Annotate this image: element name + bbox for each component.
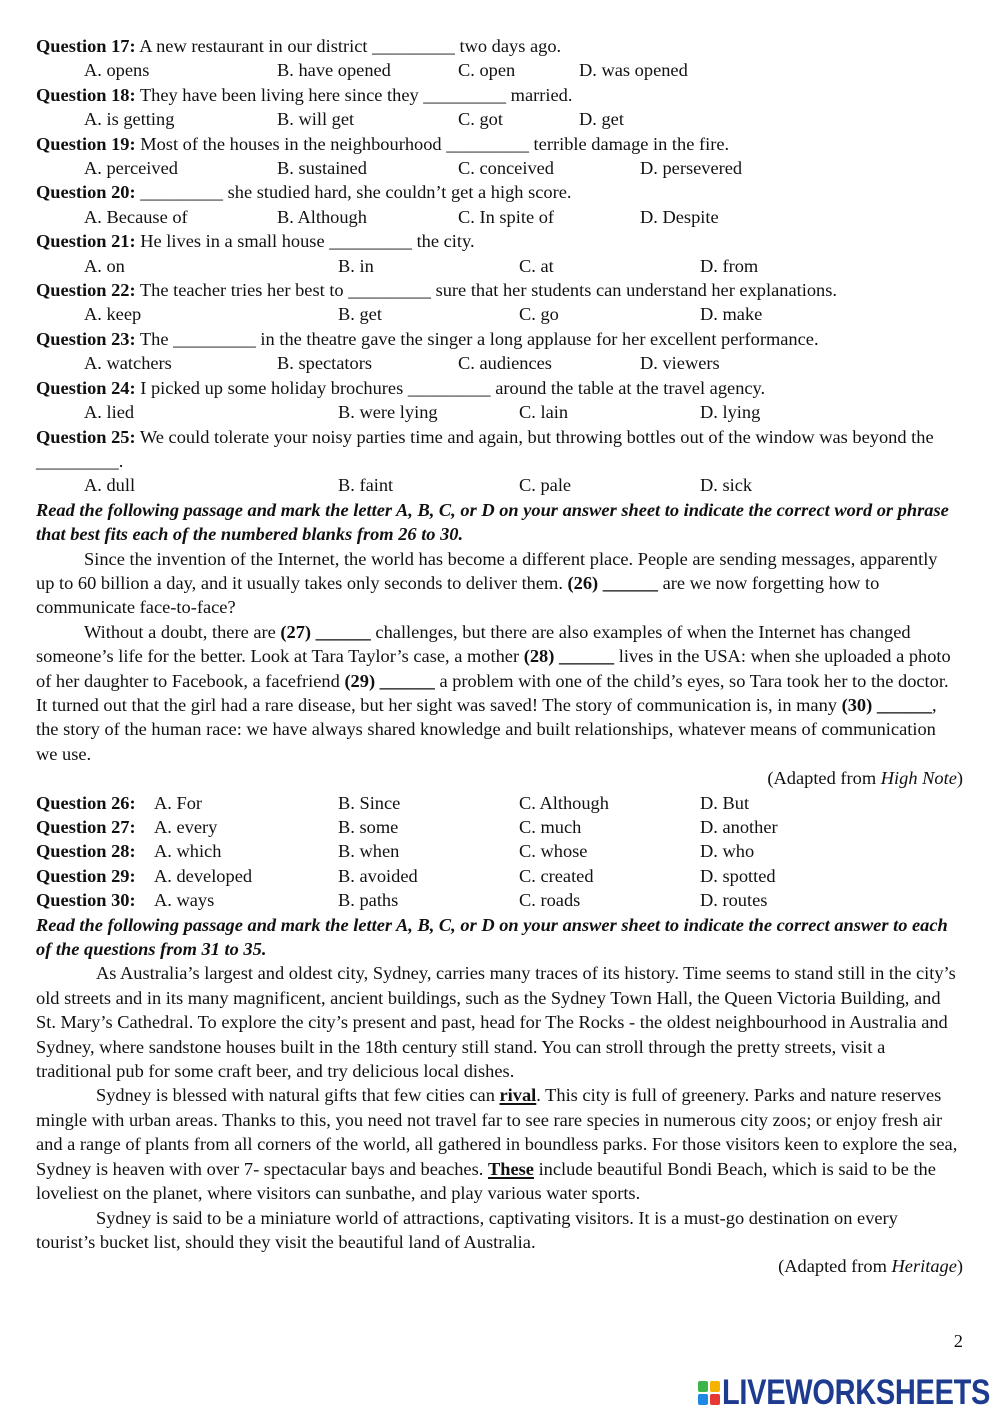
cloze-passage-line: [0, 644, 1000, 668]
reading-passage-text: Sydney is blessed with natural gifts that few cities can: [96, 1085, 495, 1106]
question-22-option-a: A. keep: [84, 304, 142, 325]
cloze-passage-text: lives in the USA: when she uploaded a photo: [618, 646, 951, 667]
cloze-instruction-line: that best fits each of the numbered blanks from 26 to 30.: [36, 524, 464, 545]
cloze-passage-text: Without a doubt, there are: [84, 621, 276, 642]
question-18-options: [0, 107, 1000, 131]
question-20-option-a: A. Because of: [84, 206, 188, 227]
question-26-option-a: A. For: [154, 792, 203, 813]
question-24-option-d: D. lying: [700, 402, 761, 423]
question-23: [0, 327, 1000, 351]
question-30-option-a: A. ways: [154, 890, 215, 911]
cloze-passage-text: are we now forgetting how to: [662, 572, 880, 593]
question-28-option-b: B. when: [338, 841, 400, 862]
question-21-label: Question 21:: [36, 231, 136, 252]
question-25-option-d: D. sick: [700, 475, 753, 496]
question-24: [0, 376, 1000, 400]
question-18-label: Question 18:: [36, 84, 136, 105]
highlighted-word-these: These: [487, 1158, 534, 1179]
question-19-label: Question 19:: [36, 133, 136, 154]
liveworksheets-logo-text: LIVEWORKSHEETS: [722, 1374, 991, 1413]
question-23-option-a: A. watchers: [84, 353, 172, 374]
question-29-option-c: C. created: [519, 865, 594, 886]
question-17-option-b: B. have opened: [277, 60, 391, 81]
question-17-stem: A new restaurant in our district _________ two days ago.: [139, 36, 562, 56]
question-28: [0, 839, 1000, 863]
question-17-label: Question 17:: [36, 36, 136, 56]
question-23-option-b: B. spectators: [277, 353, 372, 374]
question-27-option-c: C. much: [519, 817, 582, 837]
question-26-option-c: C. Although: [519, 792, 609, 813]
reading-source: [0, 1254, 1000, 1278]
source-suffix: ): [956, 1256, 963, 1277]
question-18-option-b: B. will get: [277, 109, 355, 130]
logo-tile-blue: [698, 1394, 708, 1405]
question-27: [0, 815, 1000, 839]
cloze-passage-text: of her daughter to Facebook, a facefriend: [36, 670, 340, 691]
blank-30: (30) ______: [841, 694, 933, 715]
question-20-option-d: D. Despite: [640, 206, 719, 227]
question-22-option-d: D. make: [700, 304, 763, 325]
cloze-passage-text: someone’s life for the better. Look at Tara Taylor’s case, a mother: [36, 646, 520, 667]
blank-28: (28) ______: [523, 646, 615, 667]
question-18: [0, 83, 1000, 107]
question-25-option-a: A. dull: [84, 475, 136, 496]
cloze-passage-line: [0, 693, 1000, 717]
worksheet-content: [0, 34, 1000, 1279]
cloze-passage-text: up to 60 billion a day, and it usually takes only seconds to deliver them.: [36, 572, 563, 593]
question-22-options: [0, 302, 1000, 326]
cloze-passage-line: [0, 571, 1000, 595]
question-25-options: [0, 473, 1000, 497]
question-23-option-d: D. viewers: [640, 353, 720, 374]
question-21-option-b: B. in: [338, 255, 374, 276]
question-19: [0, 132, 1000, 156]
question-24-label: Question 24:: [36, 377, 136, 398]
question-24-option-c: C. lain: [519, 402, 569, 423]
question-20-stem: _________ she studied hard, she couldn’t get a high score.: [140, 182, 572, 203]
question-19-option-d: D. persevered: [640, 158, 743, 179]
logo-tile-yellow: [710, 1381, 720, 1392]
question-23-stem: The _________ in the theatre gave the singer a long applause for her excellent performance.: [139, 328, 819, 349]
question-25-stem: We could tolerate your noisy parties time and again, but throwing bottles out of the window was beyond the: [139, 426, 934, 447]
reading-passage-text: include beautiful Bondi Beach, which is said to be the: [538, 1158, 936, 1179]
question-23-label: Question 23:: [36, 328, 136, 349]
question-24-stem: I picked up some holiday brochures _________ around the table at the travel agency.: [140, 377, 766, 398]
reading-passage-line: St. Mary’s Cathedral. To explore the city’s present and past, head for The Rocks - the oldest neighbourhood in Australia and: [36, 1012, 948, 1033]
question-17-option-a: A. opens: [84, 60, 150, 81]
source-prefix: (Adapted from: [767, 768, 877, 789]
cloze-passage-line: [0, 669, 1000, 693]
question-20-option-b: B. Although: [277, 206, 367, 227]
question-30-label: Question 30:: [36, 890, 136, 911]
question-29: [0, 864, 1000, 888]
question-21: [0, 229, 1000, 253]
reading-passage-line: old streets and in its many magnificent, ancient buildings, such as the Sydney Town Hall, the Queen Victoria Building, and: [36, 987, 941, 1008]
reading-instruction-line: of the questions from 31 to 35.: [36, 939, 267, 960]
question-22-option-b: B. get: [338, 304, 382, 325]
reading-passage-line: Sydney is said to be a miniature world of attractions, captivating visitors. It is a must-go destination on every: [96, 1207, 898, 1228]
question-19-options: [0, 156, 1000, 180]
liveworksheets-logo-icon: [698, 1381, 720, 1405]
logo-tile-green: [698, 1381, 708, 1392]
blank-27: (27) ______: [280, 621, 371, 642]
blank-26: (26) ______: [567, 572, 658, 593]
logo-tile-red: [710, 1394, 720, 1405]
question-17-option-c: C. open: [458, 60, 516, 81]
question-21-option-c: C. at: [519, 255, 554, 276]
question-20: [0, 180, 1000, 204]
question-18-option-d: D. get: [579, 109, 624, 130]
question-17-option-d: D. was opened: [579, 60, 688, 81]
question-29-label: Question 29:: [36, 865, 136, 886]
source-suffix: ): [956, 768, 963, 789]
question-20-option-c: C. In spite of: [458, 206, 555, 227]
question-26-label: Question 26:: [36, 792, 136, 813]
question-19-option-b: B. sustained: [277, 158, 367, 179]
cloze-passage-text: ,: [932, 694, 937, 715]
question-18-option-a: A. is getting: [84, 109, 175, 130]
question-22-stem: The teacher tries her best to _________ sure that her students can understand her explanations.: [139, 280, 837, 301]
question-20-label: Question 20:: [36, 182, 136, 203]
question-26-option-d: D. But: [700, 792, 750, 813]
reading-passage-line: [0, 1083, 1000, 1107]
source-title: Heritage: [891, 1256, 957, 1277]
cloze-source: [0, 766, 1000, 790]
question-28-option-c: C. whose: [519, 841, 588, 862]
cloze-passage-text: a problem with one of the child’s eyes, so Tara took her to the doctor.: [439, 670, 949, 691]
question-27-option-b: B. some: [338, 817, 399, 837]
question-17: [0, 34, 1000, 58]
question-21-stem: He lives in a small house _________ the city.: [140, 231, 475, 252]
question-29-option-b: B. avoided: [338, 865, 418, 886]
cloze-passage-line: the story of the human race: we have always shared knowledge and built relationships, whatever means of communication: [36, 719, 936, 740]
question-30-option-d: D. routes: [700, 890, 768, 911]
question-25-label: Question 25:: [36, 426, 136, 447]
reading-passage-text: . This city is full of greenery. Parks and nature reserves: [536, 1085, 942, 1106]
question-29-option-d: D. spotted: [700, 865, 776, 886]
reading-passage-line: and a range of plants from all corners of the world, all gathered in boundless parks. For those visitors keen to explore the sea,: [36, 1134, 958, 1155]
cloze-passage-text: challenges, but there are also examples of when the Internet has changed: [375, 621, 911, 642]
liveworksheets-logo[interactable]: [698, 1374, 994, 1413]
question-19-option-c: C. conceived: [458, 158, 555, 179]
question-25-option-c: C. pale: [519, 475, 572, 496]
cloze-passage-text: It turned out that the girl had a rare disease, but her sight was saved! The story of communication is, in many: [36, 694, 837, 715]
question-22: [0, 278, 1000, 302]
question-24-options: [0, 400, 1000, 424]
question-27-option-a: A. every: [154, 817, 218, 837]
question-21-option-a: A. on: [84, 255, 125, 276]
question-19-stem: Most of the houses in the neighbourhood _________ terrible damage in the fire.: [140, 133, 730, 154]
reading-passage-line: mingle with urban areas. Thanks to this, you need not travel far to see rare species in numerous city zoos; or enjoy fresh air: [36, 1109, 943, 1130]
reading-passage-line: tourist’s bucket list, should they visit the beautiful land of Australia.: [36, 1231, 536, 1252]
question-26-option-b: B. Since: [338, 792, 401, 813]
cloze-instruction-line: Read the following passage and mark the letter A, B, C, or D on your answer sheet to indicate the correct word or phrase: [36, 499, 949, 520]
question-18-stem: They have been living here since they _________ married.: [139, 84, 573, 105]
reading-passage-line: traditional pub for some craft beer, and try delicious local dishes.: [36, 1061, 515, 1082]
cloze-passage-line: Since the invention of the Internet, the world has become a different place. People are sending messages, apparently: [84, 548, 938, 569]
question-28-option-d: D. who: [700, 841, 755, 862]
question-23-option-c: C. audiences: [458, 353, 552, 374]
question-22-label: Question 22:: [36, 280, 136, 301]
question-30-option-c: C. roads: [519, 890, 581, 911]
reading-instruction-line: Read the following passage and mark the letter A, B, C, or D on your answer sheet to indicate the correct answer to each: [36, 914, 948, 935]
question-27-option-d: D. another: [700, 817, 778, 837]
page-number: 2: [953, 1331, 963, 1351]
reading-passage-line: Sydney, where sandstone houses built in the 18th century still stand. You can stroll through the pretty streets, visit a: [36, 1036, 886, 1057]
question-25-option-b: B. faint: [338, 475, 394, 496]
question-24-option-b: B. were lying: [338, 402, 438, 423]
highlighted-word-rival: rival: [499, 1085, 537, 1106]
question-25: [0, 425, 1000, 449]
blank-29: (29) ______: [344, 670, 435, 691]
reading-passage-line: loveliest on the planet, where visitors can sunbathe, and play various water sports.: [36, 1183, 641, 1204]
question-26: [0, 791, 1000, 815]
question-17-options: [0, 58, 1000, 82]
question-21-options: [0, 254, 1000, 278]
question-30: [0, 888, 1000, 912]
cloze-passage-line: we use.: [36, 743, 92, 764]
question-28-option-a: A. which: [154, 841, 222, 862]
cloze-passage-line: communicate face-to-face?: [36, 597, 236, 618]
question-23-options: [0, 351, 1000, 375]
question-29-option-a: A. developed: [154, 865, 253, 886]
question-22-option-c: C. go: [519, 304, 559, 325]
question-24-option-a: A. lied: [84, 402, 135, 423]
question-25-stem-continued: _________.: [36, 450, 124, 471]
question-21-option-d: D. from: [700, 255, 759, 276]
question-27-label: Question 27:: [36, 817, 136, 837]
reading-passage-line: [0, 1157, 1000, 1181]
reading-passage-text: Sydney is heaven with over 7- spectacular bays and beaches.: [36, 1158, 484, 1179]
cloze-passage-line: [0, 620, 1000, 644]
question-19-option-a: A. perceived: [84, 158, 178, 179]
question-18-option-c: C. got: [458, 109, 503, 130]
source-title: High Note: [880, 768, 957, 789]
question-30-option-b: B. paths: [338, 890, 399, 911]
question-20-options: [0, 205, 1000, 229]
source-prefix: (Adapted from: [778, 1256, 887, 1277]
reading-passage-line: As Australia’s largest and oldest city, Sydney, carries many traces of its history. Time seems to stand still in the city’s: [96, 963, 956, 984]
question-28-label: Question 28:: [36, 841, 136, 862]
